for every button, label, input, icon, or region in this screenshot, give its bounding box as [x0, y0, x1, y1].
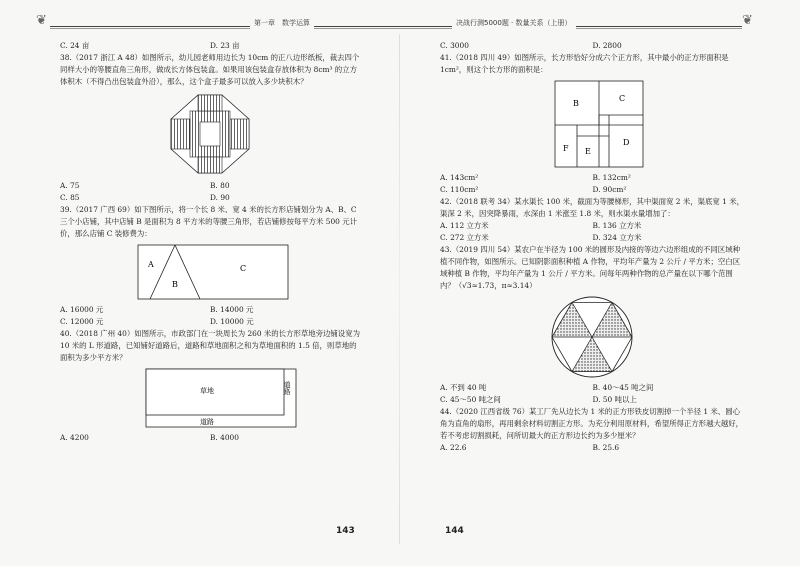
option: B. 14000 元 [210, 305, 254, 314]
option: D. 2800 [592, 41, 622, 50]
ornament-right-icon: ❦ [742, 13, 753, 28]
option: A. 16000 元 [60, 305, 104, 314]
label-b: B [573, 99, 579, 108]
option: C. 24 亩 [60, 41, 90, 50]
q42-text: 42.（2018 联考 34）某水渠长 100 米，截面为等腰梯形，其中渠面宽 2 米，渠底宽 1 米，渠深 2 米，因突降暴雨，水深由 1 米涨至 1.8 米，则水渠水量增加了： [440, 197, 744, 218]
grass-road-figure [60, 367, 360, 429]
ornament-left-icon: ❦ [36, 13, 47, 28]
label-e: E [585, 147, 591, 156]
q41-options [440, 172, 745, 196]
squares-figure [440, 79, 745, 169]
option: C. 45～50 吨之间 [440, 395, 501, 404]
q38-options [60, 180, 360, 204]
hexagon-circle-figure [440, 295, 745, 379]
option: B. 80 [210, 181, 230, 190]
q38-text: 38.（2017 浙江 A 48）如图所示，幼儿园老师用边长为 10cm 的正八边形纸板，裁去四个同样大小的等腰直角三角形，做成长方体包装盒。如果用该包装盒存放体积为 8cm³ 的立方体积木（不得凸出包装盒外沿），那么，这个盒子最多可以放入多少块积木？ [60, 53, 360, 86]
q39-text: 39.（2017 广西 69）如下图所示，将一个长 8 米、宽 4 米的长方形店铺划分为 A、B、C 三个小店铺，其中店铺 B 是面积为 8 平方米的等腰三角形，若店铺修按每平方米 500 元计价，那么店铺 C 装修费为： [60, 205, 358, 238]
label-grass: 草地 [200, 387, 214, 395]
option: A. 4200 [60, 433, 89, 442]
option: D. 90 [210, 193, 230, 202]
page-fold [399, 34, 400, 544]
label-b: B [172, 280, 178, 289]
option: B. 40～45 吨之间 [592, 383, 654, 392]
option: C. 3000 [440, 41, 469, 50]
q42-options [440, 220, 745, 244]
header-left-title: 第一章 数学运算 [250, 18, 314, 32]
right-page [440, 40, 745, 454]
option: A. 不到 40 吨 [440, 383, 487, 392]
label-a: A [148, 260, 154, 269]
label-d: D [623, 138, 630, 147]
option: C. 85 [60, 193, 80, 202]
q44-options [440, 442, 745, 454]
label-road: 道路 [200, 418, 214, 426]
left-page [60, 40, 360, 444]
option: C. 272 立方米 [440, 233, 489, 242]
label-road-side: 道路 [283, 381, 291, 395]
option: D. 324 立方米 [592, 233, 642, 242]
option: A. 143cm² [440, 173, 479, 182]
q39-options [60, 304, 360, 328]
label-c: C [619, 94, 626, 103]
option: D. 10000 元 [210, 317, 254, 326]
q44-text: 44.（2020 江西省级 76）某工厂先从边长为 1 米的正方形铁皮切割掉一个半径 1 米、圆心角为直角的扇形，再用剩余材料切割正方形。为充分利用原材料，希望所得正方形越大越好，若不考虑切割损耗，问所切最大的正方形边长约为多少厘米？ [440, 407, 744, 440]
option: B. 25.6 [592, 443, 620, 452]
q40-cont-options [440, 40, 745, 52]
header-rule [50, 26, 742, 27]
option: C. 110cm² [440, 185, 479, 194]
option: A. 22.6 [440, 443, 467, 452]
q41-text: 41.（2018 四川 49）如图所示，长方形恰好分成六个正方形，其中最小的正方形面积是 1cm²，则这个长方形的面积是： [440, 53, 729, 74]
q43-options [440, 382, 745, 406]
option: B. 136 立方米 [592, 221, 642, 230]
header-right-title: 决战行测5000题 · 数量关系（上册） [452, 18, 576, 32]
shop-figure [60, 243, 360, 301]
header-rule-thin [50, 28, 742, 29]
option: C. 12000 元 [60, 317, 104, 326]
option: B. 132cm² [592, 173, 631, 182]
q40-options [60, 432, 360, 444]
label-f: F [563, 144, 569, 153]
octagon-figure [60, 91, 360, 177]
left-page-number: 143 [336, 526, 355, 536]
q43-text: 43.（2019 四川 54）某农户在半径为 100 米的圆形及内接的等边六边形组成的不同区域种植不同作物，如图所示。已知阴影面积种植 A 作物，平均年产量为 2 公斤 / 平方米；空白区域种植 B 作物，平均年产量为 1 公斤 / 平方米。问每年两种作物的总产量在以下哪个范围内？（√3≈1.73，π≈3.14） [440, 245, 741, 290]
option: B. 4000 [210, 433, 239, 442]
option: A. 75 [60, 181, 80, 190]
q37-options [60, 40, 360, 52]
option: D. 23 亩 [210, 41, 240, 50]
q40-text: 40.（2018 广州 40）如图所示，市政部门在一块周长为 260 米的长方形草地旁边铺设宽为 10 米的 L 形道路，已知铺好道路后，道路和草地面积之和为草地面积的 1.5 倍，则草地的面积为多少平方米？ [60, 329, 360, 362]
label-c: C [240, 264, 247, 273]
option: D. 50 吨以上 [592, 395, 637, 404]
option: A. 112 立方米 [440, 221, 489, 230]
right-page-number: 144 [445, 526, 464, 536]
option: D. 90cm² [592, 185, 627, 194]
